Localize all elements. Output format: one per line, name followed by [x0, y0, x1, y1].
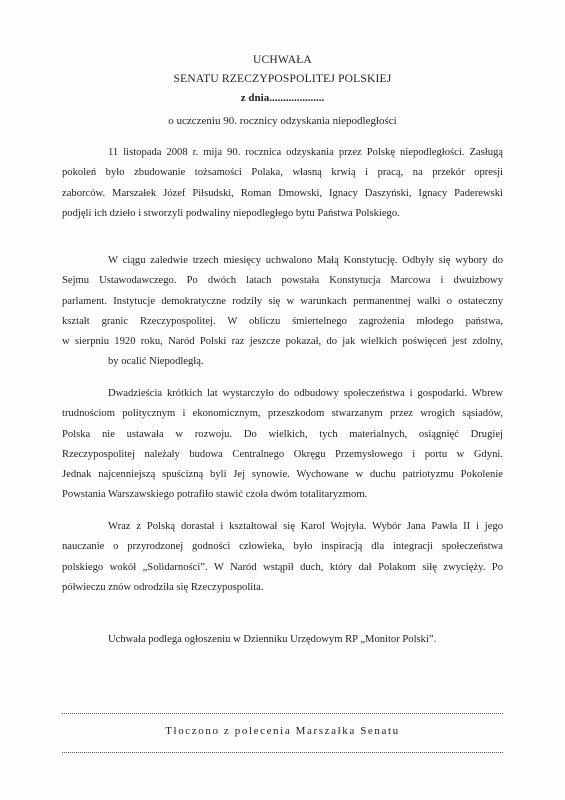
text-line: Uchwała podlega ogłoszeniu w Dzienniku Urzędowym RP „Monitor Polski”.: [108, 634, 437, 645]
text-line: parlament. Instytucje demokratyczne rodziły się w warunkach permanentnej walki o ostateczny: [62, 295, 503, 307]
footer-divider-top: [62, 713, 503, 714]
paragraph-1: [62, 143, 503, 224]
paragraph-3: [62, 384, 503, 506]
text-line: Dwadzieścia krótkich lat wystarczyło do odbudowy społeczeństwa i gospodarki. Wbrew: [108, 388, 503, 399]
text-line: trudnościom politycznym i ekonomicznym, przeszkodom stwarzanym przez wrogich sąsiadów,: [62, 408, 503, 420]
resolution-type: UCHWAŁA: [253, 54, 312, 66]
text-line: Rzeczypospolitej należały budowa Centralnego Okręgu Przemysłowego i portu w Gdyni.: [62, 448, 503, 460]
text-line: półwieczu znów odrodziła się Rzeczypospolita.: [62, 581, 264, 593]
text-line: pokoleń było zbudowanie tożsamości Polaka, własną krwią i pracą, na przekór opresji: [62, 167, 503, 179]
text-line: Jednak najcenniejszą spuścizną byli Jej synowie. Wychowane w duchu patriotyzmu Pokolenie: [62, 469, 503, 481]
text-line: Powstania Warszawskiego potrafiło stawić czoła dwóm totalitaryzmom.: [62, 489, 368, 501]
text-line: Wraz z Polską dorastał i kształtował się Karol Wojtyła. Wybór Jana Pawła II i jego: [108, 521, 503, 532]
paragraph-5: [62, 630, 503, 650]
text-line: polskiego wokół „Solidarności”. W Naród wstąpił duch, który dał Polakom siłę zwycięży. Po: [62, 561, 503, 573]
resolution-subject: o uczczeniu 90. rocznicy odzyskania niepodległości: [168, 115, 397, 127]
resolution-date: z dnia....................: [240, 92, 325, 104]
text-line: zaborców. Marszałek Józef Piłsudski, Roman Dmowski, Ignacy Daszyński, Ignacy Paderewski: [62, 187, 503, 199]
paragraph-4: [62, 517, 503, 598]
text-line: nauczanie o przyrodzonej godności człowieka, było inspiracją dla integracji społeczeństwa: [62, 541, 503, 553]
footer-divider-bottom: [62, 752, 503, 753]
text-line: Polska nie ustawała w rozwoju. Do wielkich, tych materialnych, osiągnięć Drugiej: [62, 428, 503, 440]
text-line: podjęli ich dzieło i stworzyli podwaliny niepodległego bytu Państwa Polskiego.: [62, 207, 400, 219]
text-line: w sierpniu 1920 roku, Naród Polski raz jeszcze pokazał, do jak wielkich poświęceń jest zdolny,: [62, 336, 503, 348]
text-line: W ciągu zaledwie trzech miesięcy uchwalono Małą Konstytucję. Odbyły się wybory do: [108, 255, 503, 266]
text-line: by ocalić Niepodległą.: [108, 356, 204, 368]
text-line: 11 listopada 2008 r. mija 90. rocznica odzyskania przez Polskę niepodległości. Zasługą: [108, 147, 503, 158]
paragraph-2: [62, 251, 503, 373]
issuing-body: SENATU RZECZYPOSPOLITEJ POLSKIEJ: [173, 73, 392, 85]
printing-note: Tłoczono z polecenia Marszałka Senatu: [165, 725, 400, 737]
text-line: Sejmu Ustawodawczego. Po dwóch latach powstała Konstytucja Marcowa i dwuizbowy: [62, 275, 503, 287]
text-line: kształt granic Rzeczypospolitej. W obliczu śmiertelnego zagrożenia młodego państwa,: [62, 315, 503, 327]
